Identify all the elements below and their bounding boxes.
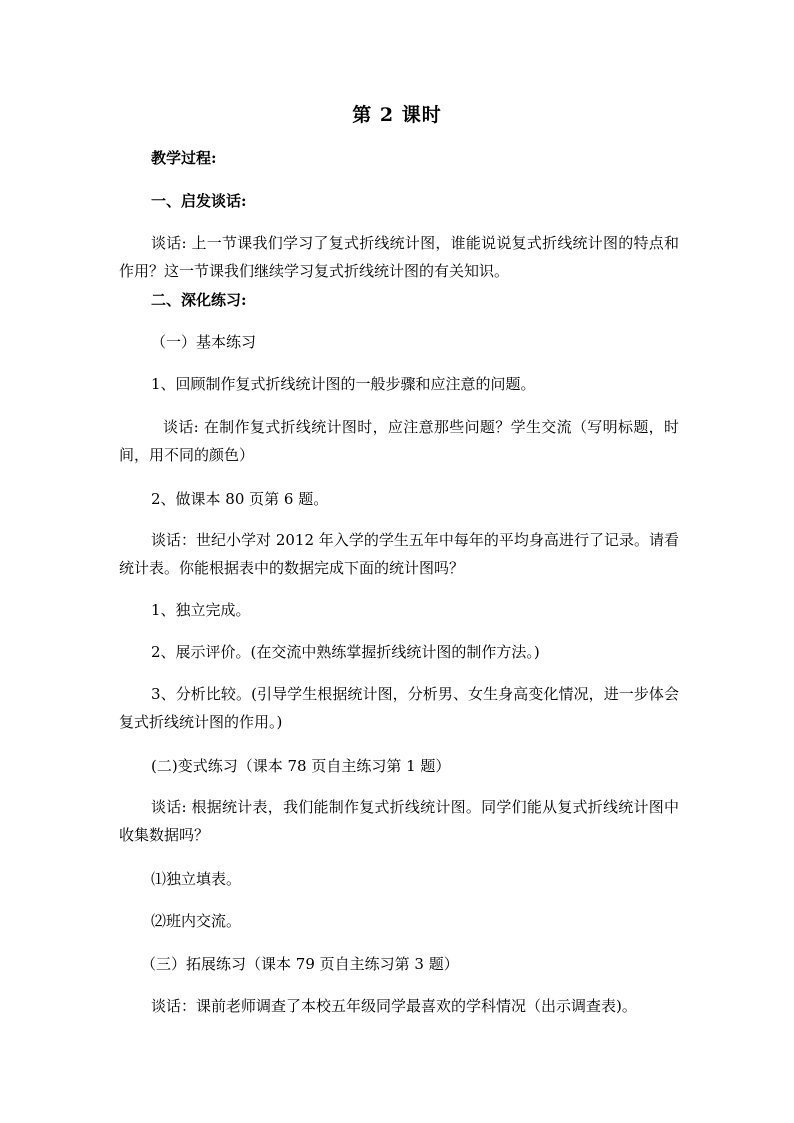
paragraph-variant-talk: 谈话: 根据统计表，我们能制作复式折线统计图。同学们能从复式折线统计图中收集数据吗？ — [119, 798, 679, 844]
heading-teaching-process: 教学过程: — [151, 149, 217, 167]
list-item-class-exchange: ⑵班内交流。 — [151, 912, 242, 930]
list-item-review-steps: 1、回顾制作复式折线统计图的一般步骤和应注意的问题。 — [151, 375, 536, 393]
subheading-basic-practice: （一）基本练习 — [151, 333, 257, 351]
paragraph-survey-talk: 谈话：课前老师调查了本校五年级同学最喜欢的学科情况（出示调查表)。 — [151, 997, 637, 1015]
heading-section-2: 二、深化练习: — [151, 291, 247, 309]
paragraph-analysis: 3、分析比较。(引导学生根据统计图，分析男、女生身高变化情况，进一步体会复式折线统计图的作用。) — [119, 685, 679, 731]
heading-section-1: 一、启发谈话: — [151, 192, 247, 210]
list-item-textbook-80: 2、做课本 80 页第 6 题。 — [151, 490, 329, 508]
page-title: 第 2 课时 — [352, 104, 442, 126]
paragraph-notes-talk: 谈话: 在制作复式折线统计图时，应注意那些问题？学生交流（写明标题，时间，用不同的颜色） — [119, 418, 679, 464]
subheading-extension-practice: （三）拓展练习（课本 79 页自主练习第 3 题） — [141, 955, 459, 973]
paragraph-height-record: 谈话：世纪小学对 2012 年入学的学生五年中每年的平均身高进行了记录。请看统计表。你能根据表中的数据完成下面的统计图吗？ — [119, 531, 679, 577]
list-item-fill-table: ⑴独立填表。 — [151, 870, 242, 888]
list-item-independent: 1、独立完成。 — [151, 601, 251, 619]
subheading-variant-practice: (二)变式练习（课本 78 页自主练习第 1 题） — [151, 757, 451, 775]
list-item-evaluation: 2、展示评价。(在交流中熟练掌握折线统计图的制作方法。) — [151, 643, 540, 661]
paragraph-intro-talk: 谈话: 上一节课我们学习了复式折线统计图，谁能说说复式折线统计图的特点和作用？这一节课我们继续学习复式折线统计图的有关知识。 — [119, 234, 679, 280]
